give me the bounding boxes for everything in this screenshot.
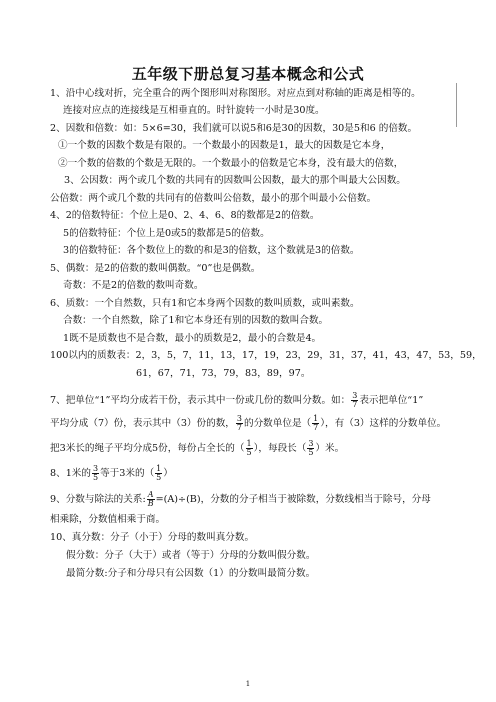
numerator: 3: [308, 439, 314, 448]
text-segment: ），每段长（: [253, 443, 307, 454]
text-line: 假分数：分子（大于）或者（等于）分母的分数叫假分数。: [66, 550, 316, 561]
text-line: 3、公因数：两个或几个数的共同有的因数叫公因数，最大的那个叫最大公因数。: [64, 175, 406, 186]
page-title: 五年级下册总复习基本概念和公式: [131, 65, 365, 83]
meter-example-line: [50, 465, 173, 482]
numerator: A: [147, 490, 154, 499]
text-line: 连接对应点的连接线是互相垂直的。时针旋转一小时是30度。: [63, 105, 325, 116]
text-segment: ）米。: [315, 443, 345, 454]
text-segment: ），有（3）这样的分数单位。: [320, 418, 447, 429]
prime-table-line: 100以内的质数表：2，3，5，7，11，13，17，19，23，29，31，37，41，43，47，53，59，: [50, 350, 482, 361]
text-segment: 平均分成（7）份，表示其中（3）份的数，: [50, 418, 235, 429]
text-line: 1、沿中心线对折，完全重合的两个图形叫对称图形。对应点到对称轴的距离是相等的。: [50, 88, 421, 99]
denominator: 7: [352, 400, 358, 409]
numerator: 3: [352, 391, 358, 400]
text-line: ①一个数的因数个数是有限的。一个数最小的因数是1，最大的因数是它本身，: [58, 140, 391, 151]
fraction: [246, 440, 253, 457]
prime-table-line: 61，67，71，73，79，83，89，97。: [136, 368, 311, 379]
fraction-division-line: [50, 491, 431, 508]
numerator: 1: [156, 464, 162, 473]
fraction: [155, 465, 162, 482]
fraction: [351, 392, 358, 409]
text-line: 10、真分数：分子（小于）分母的数叫真分数。: [50, 532, 255, 543]
denominator: 5: [246, 448, 252, 457]
numerator: 1: [313, 414, 319, 423]
text-line: 相乘除，分数值相乘于商。: [50, 514, 166, 525]
denominator: 7: [236, 423, 242, 432]
text-segment: ）: [163, 468, 173, 479]
fraction-unit-line: [50, 415, 446, 432]
fraction: [147, 491, 155, 508]
text-segment: 9、分数与除法的关系:: [50, 494, 146, 505]
text-segment: 7、把单位“1”平均分成若干份，表示其中一份或几份的数叫分数。如：: [50, 395, 351, 406]
fraction: [92, 465, 99, 482]
text-line: 6、质数：一个自然数，只有1和它本身两个因数的数叫质数，或叫素数。: [50, 298, 360, 309]
text-segment: 的分数单位是（: [244, 418, 312, 429]
page-number: 1: [245, 680, 251, 688]
text-segment: =(A)÷(B)，分数的分子相当于被除数，分数线相当于除号，分母: [155, 494, 431, 505]
text-line: 合数：一个自然数，除了1和它本身还有别的因数的数叫合数。: [63, 315, 329, 326]
text-line: 最简分数:分子和分母只有公因数（1）的分数叫最简分数。: [66, 568, 316, 579]
denominator: 5: [308, 448, 314, 457]
fraction-definition-line: [50, 392, 423, 409]
text-line: 3的倍数特征：各个数位上的数的和是3的倍数，这个数就是3的倍数。: [63, 245, 360, 256]
text-line: ②一个数的倍数的个数是无限的。一个数最小的倍数是它本身，没有最大的倍数，: [58, 158, 404, 169]
text-line: 公倍数：两个或几个数的共同有的倍数叫公倍数，最小的那个叫最小公倍数。: [50, 193, 377, 204]
fraction: [236, 415, 243, 432]
numerator: 3: [236, 414, 242, 423]
text-line: 奇数：不是2的倍数的数叫奇数。: [63, 280, 204, 291]
text-line: 5的倍数特征：个位上是0或5的数都是5的倍数。: [63, 228, 270, 239]
text-line: 1既不是质数也不是合数，最小的质数是2，最小的合数是4。: [63, 333, 322, 344]
text-line: 4、2的倍数特征：个位上是0、2、4、6、8的数都是2的倍数。: [50, 210, 320, 221]
denominator: 5: [93, 473, 99, 482]
text-segment: 表示把单位“1”: [359, 395, 424, 406]
fraction: [307, 440, 314, 457]
denominator: 5: [156, 473, 162, 482]
margin-mark: [456, 83, 457, 127]
text-line: 5、偶数：是2的倍数的数叫偶数。“0”也是偶数。: [50, 263, 261, 274]
text-segment: 把3米长的绳子平均分成5份，每份占全长的（: [50, 443, 245, 454]
fraction: [312, 415, 319, 432]
text-segment: 8、1米的: [50, 468, 91, 479]
text-segment: 等于3米的（: [100, 468, 155, 479]
denominator: 7: [313, 423, 319, 432]
denominator: B: [147, 499, 154, 508]
numerator: 3: [93, 464, 99, 473]
text-line: 2、因数和倍数：如：5×6=30，我们就可以说5和6是30的因数，30是5和6 的倍数。: [50, 123, 418, 134]
rope-example-line: [50, 440, 344, 457]
numerator: 1: [246, 439, 252, 448]
